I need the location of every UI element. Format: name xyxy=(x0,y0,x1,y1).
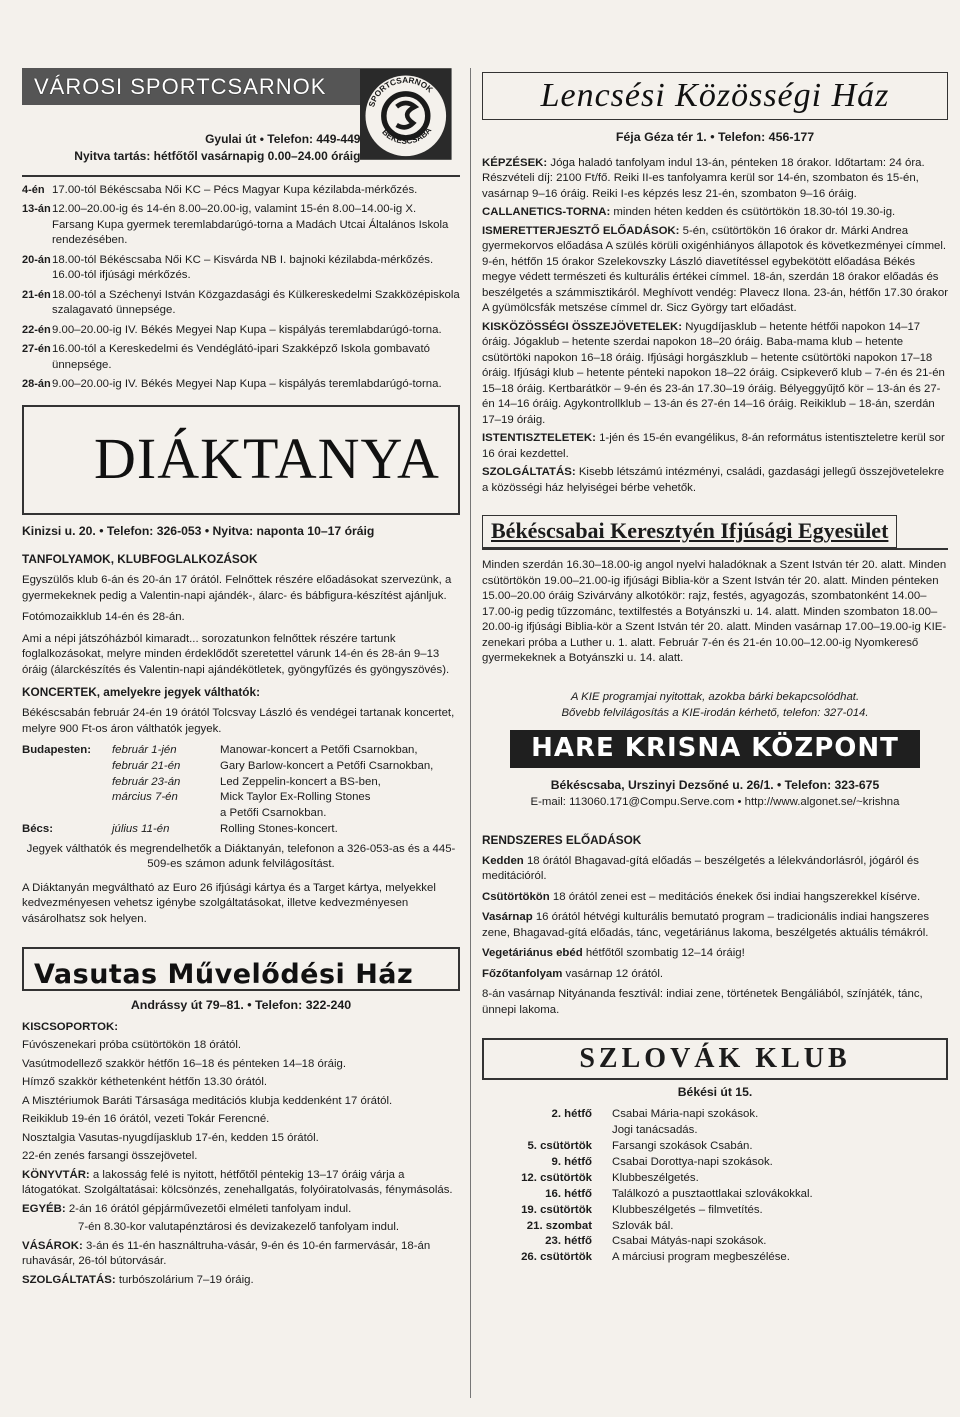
note-line: A KIE programjai nyitottak, azokba bárki bekapcsolódhat. xyxy=(570,690,860,703)
item-text: hétfőtől szombatig 12–14 óráig! xyxy=(585,947,745,960)
paragraph: Egyszülős klub 6-án és 20-án 17 órától. Felnőttek részére előadásokat szervezünk, a gyermekeknek pedig a Valentin-napi ajándék-, álarc- és bábfigura-készítést ajánljuk. xyxy=(22,574,452,602)
concert-row xyxy=(22,790,460,806)
schedule-row xyxy=(482,1234,948,1250)
concert-city: Bécs: xyxy=(22,822,54,835)
section-heading: RENDSZERES ELŐADÁSOK xyxy=(482,832,642,847)
lencsesi-section xyxy=(482,72,948,496)
schedule-day: 26. csütörtök xyxy=(521,1251,592,1264)
schedule-day: 23. hétfő xyxy=(545,1235,592,1248)
label: KÖNYVTÁR: xyxy=(22,1168,90,1181)
concert-event: Mick Taylor Ex-Rolling Stones xyxy=(220,791,371,804)
event-text: 9.00–20.00-ig IV. Békés Megyei Nap Kupa – kispályás teremlabdarúgó-torna. xyxy=(52,378,442,390)
paragraph: A Diáktanyán megváltható az Euro 26 ifjúsági kártya és a Target kártya, melyekkel kedvezményesen vehetsz igénybe szolgáltatásokat, illetve kedvezményesen vásárolhatsz sok helyen. xyxy=(22,881,436,925)
text: 3-án és 11-én használtruha-vásár, 9-én és 10-én farmervásár, 18-án ruhavásár, 26-tól bútorvásár. xyxy=(22,1239,431,1268)
list-item xyxy=(482,854,948,885)
item-label: Vasárnap xyxy=(482,911,533,924)
paragraph: Békéscsabán február 24-én 19 órától Tolcsvay László és vendégei tartanak koncertet, melyre 900 Ft-os áron válthatók jegyek. xyxy=(22,707,455,735)
label: SZOLGÁLTATÁS: xyxy=(22,1273,116,1286)
item-text: 16 órától hétvégi kulturális bemutató program – tradicionális indiai hangszeres zene, Bhagavad-gítá előadás, tánc, vegetáriánus lakoma, beszélgetés aktuális témákról. xyxy=(482,911,930,939)
concert-date xyxy=(112,806,220,822)
schedule-event: Farsangi szokások Csabán. xyxy=(612,1139,753,1152)
concert-list xyxy=(22,743,460,837)
vasutas-title: Vasutas Művelődési Ház xyxy=(34,959,414,991)
column-divider xyxy=(470,68,471,1398)
concert-row xyxy=(22,759,460,775)
sportcsarnok-section xyxy=(22,68,460,393)
concert-event: Led Zeppelin-koncert a BS-ben, xyxy=(220,775,381,788)
sportcsarnok-banner xyxy=(22,68,360,165)
paragraph: Minden szerdán 16.30–18.00-ig angol nyelvi haladóknak a Szent István tér 20. alatt. Minden csütörtökön 19.00–21.00-ig ifjúsági Biblia-kör a Szent István tér 20. alatt. Minden pénteken 15.00–20.00 óráig Szivárvány alkotókör: rajz, festés, agyagozás, szombatonként 14.00–17.00-ig pedig tűzzománc, textilfestés a Botyánszki u. 14. alatt. Minden szombaton 18.00–20.00-ig ifjúsági Biblia-kör a Szent István tér 20. alatt. Minden vasárnap 17.00–19.00-ig KIE-zenekari próba a Luther u. 1. alatt. Február 7-én és 21-én 10.00–12.00-ig Nyomkereső gyermekeknek a Botyánszki u. 14. alatt. xyxy=(482,559,947,665)
concert-city xyxy=(22,775,112,791)
vasutas-section xyxy=(22,947,460,1288)
sportcsarnok-header xyxy=(22,68,460,165)
concert-event: Manowar-koncert a Petőfi Csarnokban, xyxy=(220,744,418,757)
list-item xyxy=(482,946,948,962)
kie-note xyxy=(482,689,948,722)
item-label: ISTENTISZTELETEK: xyxy=(482,432,596,445)
list-item xyxy=(482,224,948,317)
list-item xyxy=(482,910,948,941)
schedule-event: Csabai Mária-napi szokások. xyxy=(612,1107,759,1120)
hare-krisna-address: Békéscsaba, Urszinyi Dezsőné u. 26/1. • Telefon: 323-675 xyxy=(550,778,880,793)
event-row xyxy=(22,202,460,249)
divider xyxy=(22,175,460,177)
lencsesi-address: Féja Géza tér 1. • Telefon: 456-177 xyxy=(615,130,815,144)
list-item xyxy=(482,890,948,906)
event-row xyxy=(22,323,460,339)
item-text: 1-jén és 15-én evangélikus, 8-án református istentiszteletre kerül sor 16 órai kezdettel. xyxy=(482,432,945,460)
item-label: CALLANETICS-TORNA: xyxy=(482,206,611,219)
paragraph: 8-án vasárnap Nityánanda fesztivál: indiai zene, történetek Bengáliából, színjáték, tánc, ünnepi lakoma. xyxy=(482,988,923,1016)
label: KISCSOPORTOK: xyxy=(22,1020,118,1033)
sportcsarnok-title: VÁROSI SPORTCSARNOK xyxy=(22,68,360,105)
list-item xyxy=(22,1202,460,1218)
event-text: 9.00–20.00-ig IV. Békés Megyei Nap Kupa – kispályás teremlabdarúgó-torna. xyxy=(52,323,442,336)
list-item xyxy=(482,465,948,496)
event-day: 4-én xyxy=(22,183,45,196)
list-item: Nosztalgia Vasutas-nyugdíjasklub 17-én, kedden 15 órától. xyxy=(22,1131,319,1144)
lencsesi-title-box xyxy=(482,72,948,120)
list-item xyxy=(482,967,948,983)
item-label: KISKÖZÖSSÉGI ÖSSZEJÖVETELEK: xyxy=(482,320,683,333)
kie-section xyxy=(482,499,948,721)
vasutas-title-box xyxy=(22,947,460,991)
schedule-row xyxy=(482,1203,948,1219)
item-text: 18 órától zenei est – meditációs énekek ősi indiai hangszerekkel kísérve. xyxy=(552,890,921,903)
item-text: Nyugdíjasklub – hetente hétfői napokon 14–17 óráig. Jógaklub – hetente szerdai napokon 18–20 óráig. Baba-mama klub – hetente csütörtöki napokon 16–18 óráig. Ifjúsági horgászklub – hetente csütörtöki napokon 17–18 óráig. Ifjúsági klub – hetente pénteki napokon 18–22 óráig. Csipkeverő klub – 7-én és 21-én 15–18 óráig. Kertbarátkör – 9-én és 23-án 17.30–19 óráig. Bélyeggyűjtő kör – 13-án és 27-én 14–16 óráig. Agykontrollklub – 13-án és 27-én 14–16 óráig. Reikiklub – 18-án, szerdán 17–19 óráig. xyxy=(482,320,945,426)
concert-row xyxy=(22,806,460,822)
section-heading: KONCERTEK, amelyekre jegyek válthatók: xyxy=(22,685,260,700)
concert-date: február 1-jén xyxy=(112,744,177,757)
section-heading: TANFOLYAMOK, KLUBFOGLALKOZÁSOK xyxy=(22,552,258,567)
event-day: 22-én xyxy=(22,323,51,336)
diaktanya-title: DIÁKTANYA xyxy=(94,426,440,492)
schedule-event: Csabai Mátyás-napi szokások. xyxy=(612,1235,767,1248)
item-label: KÉPZÉSEK: xyxy=(482,156,548,169)
schedule-event: Találkozó a pusztaottlakai szlovákokkal. xyxy=(612,1187,813,1200)
schedule-day xyxy=(482,1123,612,1139)
vasutas-address: Andrássy út 79–81. • Telefon: 322-240 xyxy=(130,998,352,1013)
concert-event: Rolling Stones-koncert. xyxy=(220,822,338,835)
concert-row xyxy=(22,822,460,838)
diaktanya-title-box xyxy=(22,405,460,515)
schedule-row xyxy=(482,1171,948,1187)
event-row xyxy=(22,288,460,319)
list-item xyxy=(22,1168,460,1199)
logo-bottom-text: BÉKÉSCSABA xyxy=(380,125,434,146)
list-item: Hímző szakkör kéthetenként hétfőn 13.30 órától. xyxy=(22,1076,268,1089)
schedule-row xyxy=(482,1155,948,1171)
schedule-event: Klubbeszélgetés. xyxy=(612,1171,699,1184)
list-item: 22-én zenés farsangi összejövetel. xyxy=(22,1150,198,1163)
concert-row xyxy=(22,775,460,791)
lencsesi-title: Lencsési Közösségi Ház xyxy=(540,76,890,114)
item-label: Vegetáriánus ebéd xyxy=(482,947,583,960)
list-item: 7-én 8.30-kor valutapénztárosi és devizakezelő tanfolyam indul. xyxy=(78,1221,400,1234)
szlovak-title: SZLOVÁK KLUB xyxy=(579,1043,851,1075)
event-day: 13-án xyxy=(22,203,51,215)
divider xyxy=(482,548,948,550)
event-row xyxy=(22,253,460,284)
schedule-row xyxy=(482,1187,948,1203)
item-label: Kedden xyxy=(482,854,524,867)
schedule-day: 21. szombat xyxy=(526,1219,592,1232)
schedule-event: A márciusi program megbeszélése. xyxy=(612,1251,790,1264)
schedule-day: 19. csütörtök xyxy=(521,1203,592,1216)
concert-city xyxy=(22,759,112,775)
kie-title: Békéscsabai Keresztyén Ifjúsági Egyesület xyxy=(482,515,897,548)
hare-krisna-email: E-mail: 113060.171@Compu.Serve.com • http://www.algonet.se/~krishna xyxy=(530,796,900,809)
list-item: Vasútmodellező szakkör hétfőn 16–18 és pénteken 14–18 óráig. xyxy=(22,1057,347,1070)
item-text: Kisebb létszámú intézményi, családi, gazdasági jellegű összejövetelekre a közösségi ház helyiségei bérbe vehetők. xyxy=(482,466,945,494)
paragraph: Fotómozaikklub 14-én és 28-án. xyxy=(22,611,185,624)
paragraph: Ami a népi játszóházból kimaradt... sorozatunkon felnőttek részére tartunk foglalkozásokat, melyre minden érdeklődőt szeretettel várunk 14-én és 28-án 9–13 óráig (álarckészítés és Valentin-napi ajándékötletek, gyöngyfűzés és gyöngyszövés). xyxy=(22,632,450,676)
schedule-event: Klubbeszélgetés – filmvetítés. xyxy=(612,1203,763,1216)
item-label: Főzőtanfolyam xyxy=(482,967,563,980)
schedule-row xyxy=(482,1250,948,1266)
concert-city xyxy=(22,790,112,806)
event-day: 28-án xyxy=(22,378,51,390)
szlovak-title-box xyxy=(482,1038,948,1080)
concert-date: július 11-én xyxy=(112,822,170,835)
item-label: ISMERETTERJESZTŐ ELŐADÁSOK: xyxy=(482,224,680,237)
szlovak-section xyxy=(482,1038,948,1266)
sportcsarnok-logo-icon xyxy=(360,68,452,160)
sportcsarnok-hours: Nyitva tartás: hétfőtől vasárnapig 0.00–24.00 óráig xyxy=(74,148,361,163)
schedule-event: Szlovák bál. xyxy=(612,1219,674,1232)
left-column xyxy=(22,68,460,1291)
schedule-row xyxy=(482,1219,948,1235)
event-row xyxy=(22,183,460,199)
concert-date: február 21-én xyxy=(112,759,181,772)
szlovak-schedule xyxy=(482,1107,948,1267)
event-text: 12.00–20.00-ig és 14-én 8.00–20.00-ig, valamint 15-én 8.00–14.00-ig X. Farsang Kupa gyermek teremlabdarúgó-torna a Madách Utcai Általános Iskola rendezésében. xyxy=(52,203,449,246)
schedule-event: Jogi tanácsadás. xyxy=(612,1123,698,1136)
schedule-day: 5. csütörtök xyxy=(527,1139,592,1152)
sportcsarnok-info xyxy=(22,131,360,165)
schedule-row xyxy=(482,1107,948,1123)
list-item xyxy=(482,156,948,203)
event-row xyxy=(22,342,460,373)
list-item: A Misztériumok Baráti Társasága meditációs klubja keddenként 17 órától. xyxy=(22,1094,393,1107)
note-line: Bővebb felvilágosítás a KIE-irodán kérhető, telefon: 327-014. xyxy=(561,707,869,720)
list-item xyxy=(22,1239,460,1270)
event-day: 27-én xyxy=(22,343,51,355)
list-item xyxy=(482,205,948,221)
right-column xyxy=(482,68,948,1266)
sportcsarnok-events xyxy=(22,183,460,393)
list-item: Fúvószenekari próba csütörtökön 18 órától. xyxy=(22,1039,242,1052)
schedule-event: Csabai Dorottya-napi szokások. xyxy=(612,1155,773,1168)
list-item xyxy=(482,320,948,429)
item-text: minden héten kedden és csütörtökön 18.30-tól 19.30-ig. xyxy=(613,206,896,219)
event-text: 17.00-tól Békéscsaba Női KC – Pécs Magyar Kupa kézilabda-mérkőzés. xyxy=(52,183,418,196)
schedule-row xyxy=(482,1139,948,1155)
sportcsarnok-address: Gyulai út • Telefon: 449-449 xyxy=(205,131,361,146)
concert-city xyxy=(22,806,112,822)
list-item xyxy=(482,431,948,462)
diaktanya-section xyxy=(22,405,460,928)
hare-krisna-info xyxy=(482,776,948,811)
concert-date: március 7-én xyxy=(112,791,178,804)
event-day: 20-án xyxy=(22,253,51,266)
event-row xyxy=(22,377,460,393)
list-item: Reikiklub 19-én 16 órától, vezeti Tokár Ferencné. xyxy=(22,1113,270,1126)
item-label: SZOLGÁLTATÁS: xyxy=(482,466,576,479)
concert-date: február 23-án xyxy=(112,775,181,788)
lencsesi-items xyxy=(482,156,948,497)
event-day: 21-én xyxy=(22,288,51,301)
concert-event: a Petőfi Csarnokban. xyxy=(220,807,327,820)
schedule-day: 9. hétfő xyxy=(551,1155,592,1168)
schedule-day: 16. hétfő xyxy=(545,1187,592,1200)
logo-top-text: SPORTCSARNOK xyxy=(367,75,435,109)
item-text: vasárnap 12 órától. xyxy=(565,967,664,980)
event-text: 16.00-tól a Kereskedelmi és Vendéglátó-ipari Szakképző Iskola gombavató ünnepsége. xyxy=(52,343,431,371)
diaktanya-info: Kinizsi u. 20. • Telefon: 326-053 • Nyitva: naponta 10–17 óráig xyxy=(22,523,375,538)
label: EGYÉB: xyxy=(22,1202,66,1215)
paragraph: Jegyek válthatók és megrendelhetők a Diáktanyán, telefonon a 326-053-as és a 445-509-es számon adunk felvilágosítást. xyxy=(26,842,456,871)
label: VÁSÁROK: xyxy=(22,1239,83,1252)
szlovak-address: Békési út 15. xyxy=(677,1085,753,1100)
text: a lakosság felé is nyitott, hétfőtől péntekig 13–17 óráig várja a látogatókat. Szolgáltatásai: kölcsönzés, zenehallgatás, folyóiratolvasás, fénymásolás. xyxy=(22,1168,453,1197)
event-text: 18.00-tól Békéscsaba Női KC – Kisvárda NB I. bajnoki kézilabda-mérkőzés. 16.00-tól ifjúsági mérkőzés. xyxy=(52,253,434,281)
item-text: 18 órától Bhagavad-gítá előadás – beszélgetés a lélekvándorlásról, jógáról és meditációról. xyxy=(482,854,919,883)
event-text: 18.00-tól a Széchenyi István Közgazdasági és Külkereskedelmi Szakközépiskola szalagavató ünnepsége. xyxy=(52,288,460,316)
item-text: 5-én, csütörtökön 16 órakor dr. Márki Andrea gyermekorvos előadása A szülés körüli oxigénhiányos állapotok és következményei címmel. 9-én, hétfőn 15 órakor Szelekovszky László diavetítéssel egybekötött előadása Békés megye védett természeti és kulturális értékei címmel. 18-án, szerdán 18 órakor előadás és beszélgetés a számmisztikáról. Meghívott vendég: Plavecz Ilona. 23-án, hétfőn 17.30 órakor A gyümölcsfák metszése címmel dr. Sicz György tart előadást. xyxy=(482,224,949,315)
section-label xyxy=(22,1020,460,1036)
hare-krisna-items xyxy=(482,854,948,983)
concert-event: Gary Barlow-koncert a Petőfi Csarnokban, xyxy=(220,759,434,772)
schedule-day: 2. hétfő xyxy=(551,1107,592,1120)
concert-row xyxy=(22,743,460,759)
vasutas-groups xyxy=(22,1038,460,1165)
schedule-row xyxy=(482,1123,948,1139)
hare-krisna-section xyxy=(482,730,948,1018)
item-text: Jóga haladó tanfolyam indul 13-án, pénteken 18 órakor. Időtartam: 24 óra. Részvételi díj: 2100 Ft/fő. Reiki II-es tanfolyamra kerül sor 14-én, szombaton és 15-én, vasárnap 9–16 óráig. Reiki I-es képzés lesz 21-én, szombaton 9–16 óráig. xyxy=(482,156,925,200)
hare-krisna-title: HARE KRISNA KÖZPONT xyxy=(510,730,920,768)
item-label: Csütörtökön xyxy=(482,890,550,903)
text: turbószolárium 7–19 óráig. xyxy=(118,1273,254,1286)
list-item xyxy=(22,1273,460,1289)
text: 2-án 16 órától gépjárművezetői elméleti tanfolyam indul. xyxy=(68,1202,352,1215)
concert-city: Budapesten: xyxy=(22,744,91,757)
schedule-day: 12. csütörtök xyxy=(521,1171,592,1184)
